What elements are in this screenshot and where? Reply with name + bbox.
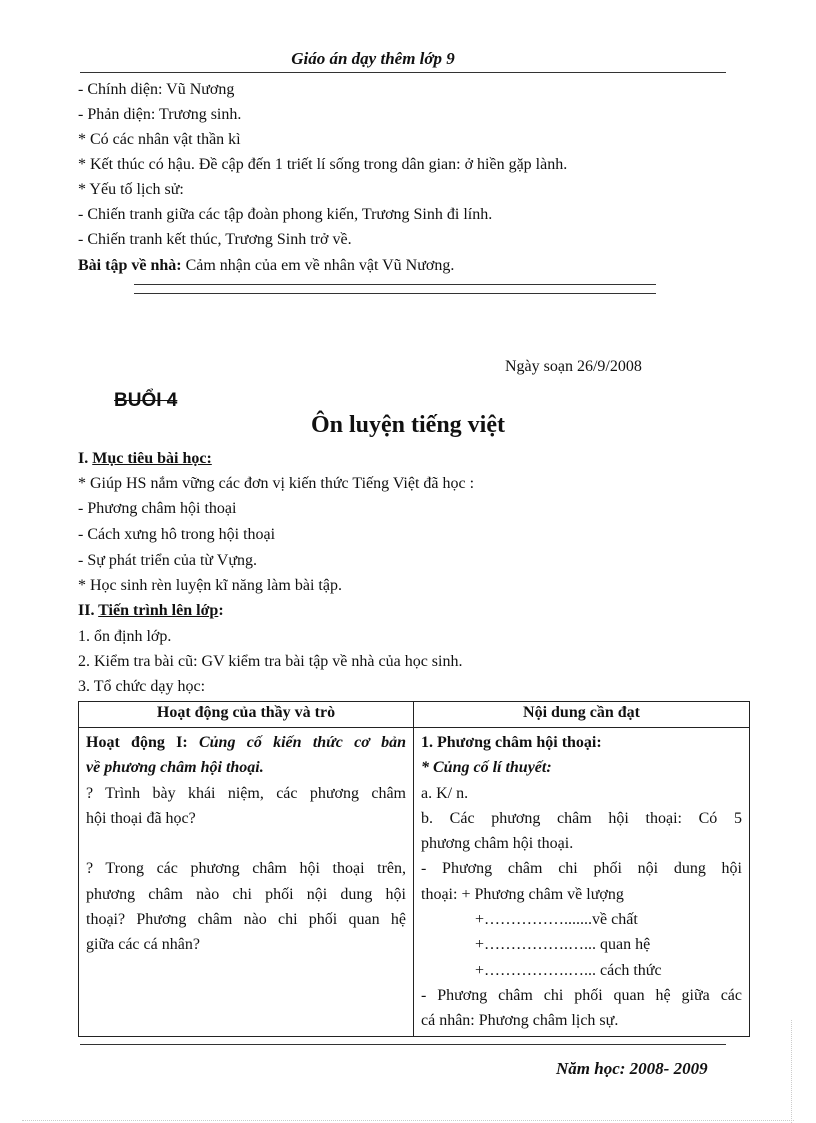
question-line: phương châm nào chi phối nội dung hội	[86, 885, 406, 903]
text-line: * Có các nhân vật thần kì	[78, 131, 241, 148]
table-header-row	[79, 702, 750, 728]
content-line: a. K/ n.	[421, 784, 469, 802]
activity-heading-cont	[86, 755, 406, 780]
session-label: BUỔI 4	[114, 390, 178, 411]
question-line: ? Trong các phương châm hội thoại trên,	[86, 860, 406, 878]
activity-label: Hoạt động I:	[86, 734, 199, 751]
page-edge-bottom	[22, 1120, 794, 1121]
content-line: - Phương châm chi phối quan hệ giữa các	[421, 986, 742, 1004]
section2-title: Tiến trình lên lớp	[98, 602, 219, 619]
content-subheading	[421, 755, 742, 780]
content-line: b. Các phương châm hội thoại: Có 5	[421, 809, 742, 827]
content-line: +…………….…... cách thức	[475, 961, 662, 979]
page-header	[80, 48, 726, 73]
section1-number: I.	[78, 450, 93, 467]
text-line: * Yếu tố lịch sử:	[78, 181, 184, 198]
homework-text: Cảm nhận của em về nhân vật Vũ Nương.	[181, 257, 455, 274]
section-divider	[134, 284, 656, 294]
table-header-activities: Hoạt động của thầy và trò	[79, 702, 414, 728]
procedure-item: 3. Tổ chức dạy học:	[78, 678, 206, 695]
content-line: +…………….......về chất	[475, 911, 638, 929]
section2-heading	[78, 601, 224, 621]
question-line: thoại? Phương châm nào chi phối quan hệ	[86, 911, 406, 929]
blank-line	[86, 831, 406, 856]
footer-divider	[80, 1044, 726, 1045]
content-subheading-text: * Củng cố lí thuyết:	[421, 759, 552, 777]
text-line: - Chiến tranh kết thúc, Trương Sinh trở về.	[78, 231, 352, 248]
activity-topic: Củng cố kiến thức cơ bản	[198, 734, 406, 751]
objective-item: - Phương châm hội thoại	[78, 500, 237, 517]
content-line: - Phương châm chi phối nội dung hội	[421, 860, 742, 878]
activity-topic-cont: về phương châm hội thoại.	[86, 759, 264, 777]
activity-heading	[86, 730, 406, 755]
text-line: - Phản diện: Trương sinh.	[78, 106, 242, 123]
question-line: giữa các cá nhân?	[86, 936, 200, 954]
procedure-item: 2. Kiểm tra bài cũ: GV kiểm tra bài tập về nhà của học sinh.	[78, 653, 463, 670]
prep-date: Ngày soạn 26/9/2008	[505, 358, 642, 375]
text-line: - Chính diện: Vũ Nương	[78, 81, 235, 98]
objective-item: - Sự phát triển của từ Vựng.	[78, 552, 258, 569]
table-row	[79, 728, 750, 1037]
procedure-item: 1. ổn định lớp.	[78, 628, 172, 645]
text-line: * Kết thúc có hậu. Đề cập đến 1 triết lí sống trong dân gian: ở hiền gặp lành.	[78, 156, 568, 173]
table-header-content: Nội dung cần đạt	[414, 702, 750, 728]
question-line: hội thoại đã học?	[86, 809, 196, 827]
homework-line	[78, 256, 454, 276]
content-heading: 1. Phương châm hội thoại:	[421, 734, 602, 751]
section2-suffix: :	[218, 602, 224, 619]
page-edge-right	[791, 1020, 792, 1123]
question-line: ? Trình bày khái niệm, các phương châm	[86, 784, 406, 802]
content-line: +…………….…... quan hệ	[475, 936, 651, 954]
activities-cell	[79, 728, 414, 1037]
objective-item: * Giúp HS nắm vững các đơn vị kiến thức Tiếng Việt đã học :	[78, 475, 475, 492]
content-cell	[414, 728, 750, 1037]
section1-heading	[78, 449, 212, 469]
content-line: thoại: + Phương châm về lượng	[421, 885, 624, 903]
section2-number: II.	[78, 602, 99, 619]
content-line: cá nhân: Phương châm lịch sự.	[421, 1012, 619, 1030]
text-line: - Chiến tranh giữa các tập đoàn phong kiến, Trương Sinh đi lính.	[78, 206, 493, 223]
section1-title: Mục tiêu bài học:	[92, 450, 212, 467]
objective-item: * Học sinh rèn luyện kĩ năng làm bài tập.	[78, 577, 342, 594]
objective-item: - Cách xưng hô trong hội thoại	[78, 526, 276, 543]
school-year: Năm học: 2008- 2009	[556, 1059, 708, 1078]
content-line: phương châm hội thoại.	[421, 835, 574, 853]
lesson-title: Ôn luyện tiếng việt	[310, 412, 505, 438]
homework-label: Bài tập về nhà:	[78, 257, 182, 274]
lesson-plan-table	[78, 701, 750, 1037]
header-title: Giáo án dạy thêm lớp 9	[291, 49, 455, 68]
